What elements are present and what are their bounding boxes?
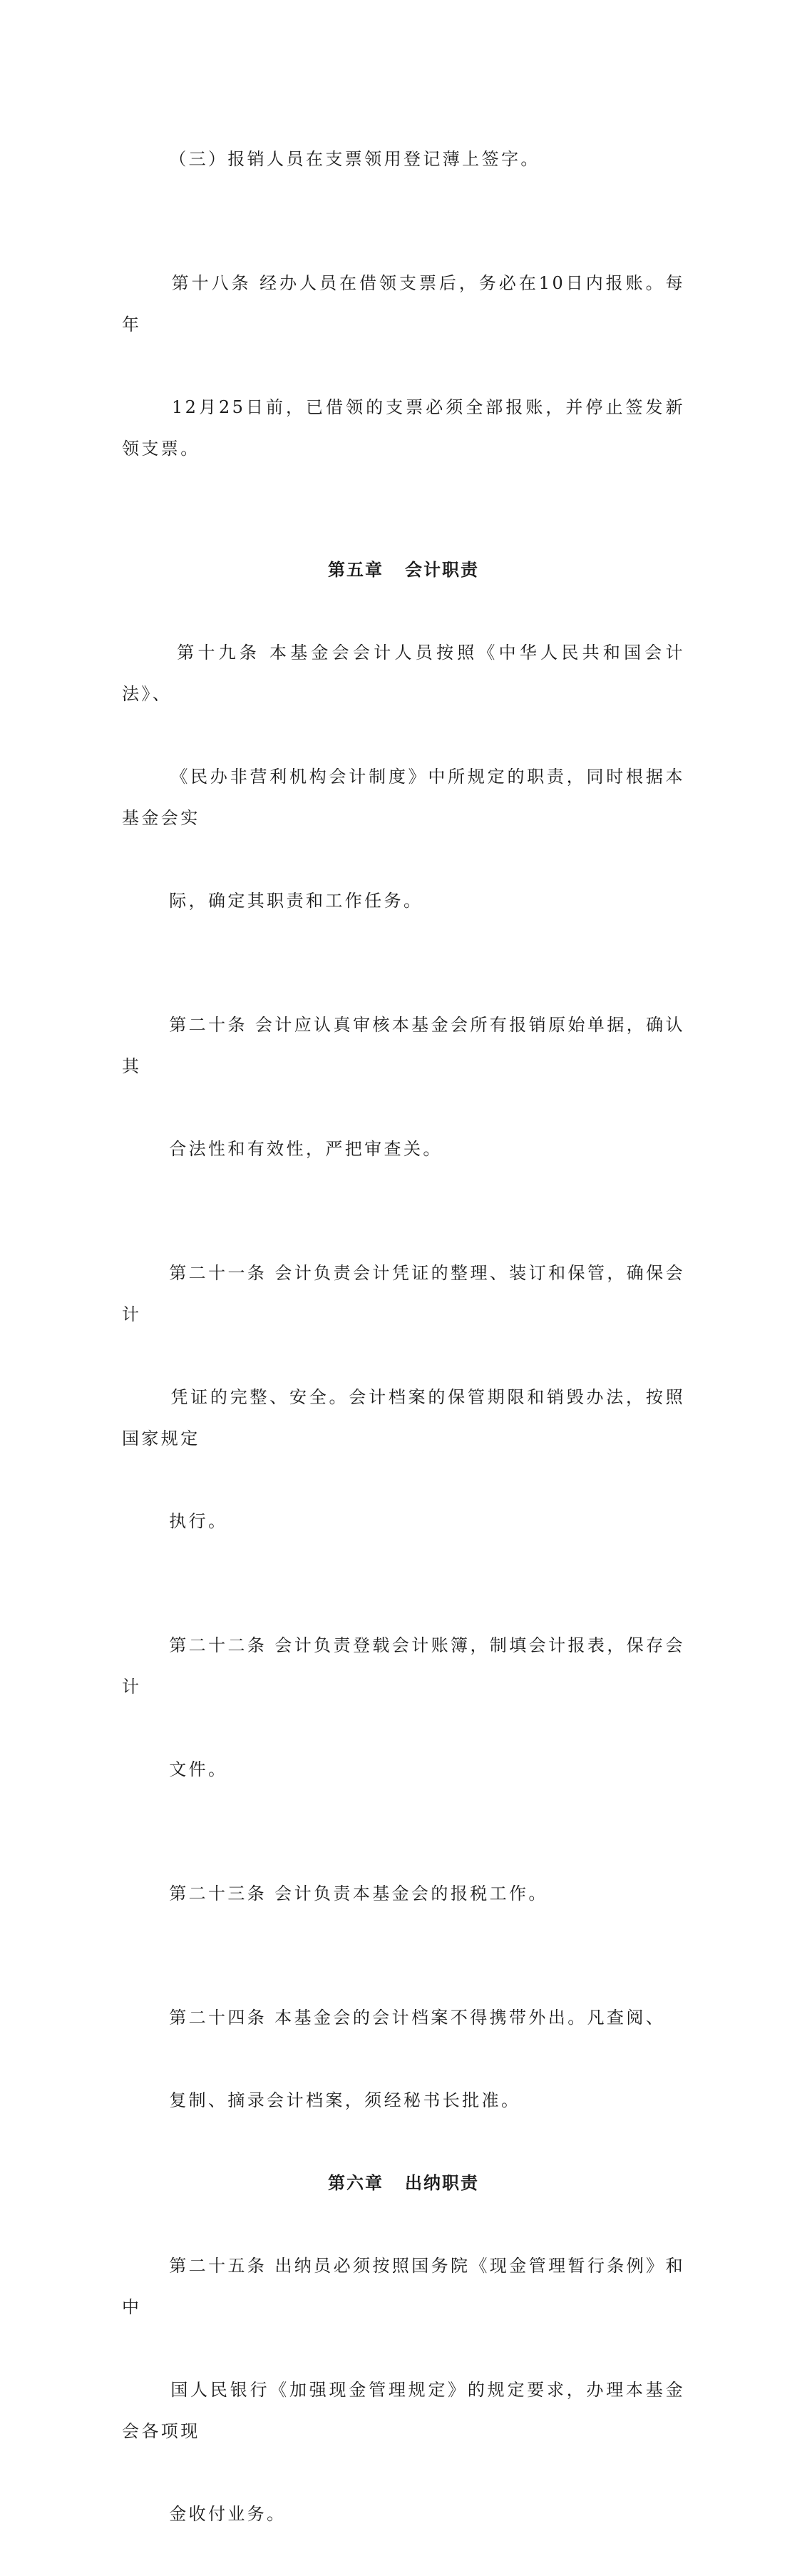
text-line: 执行。 [169,1511,228,1531]
text-line: 第十九条 本基金会会计人员按照《中华人民共和国会计法》、 [122,643,685,704]
text-line: 第二十条 会计应认真审核本基金会所有报销原始单据，确认其 [122,1015,685,1076]
text-line: 第二十三条 会计负责本基金会的报税工作。 [169,1884,548,1903]
paragraph-article-18 [122,221,685,511]
document-body [122,97,685,2576]
text-line: 际，确定其职责和工作任务。 [169,891,423,911]
text-line: 金收付业务。 [169,2504,287,2524]
paragraph-article-23 [122,1831,685,1956]
text-line: 第二十二条 会计负责登载会计账簿，制填会计报表，保存会计 [122,1635,685,1697]
chapter-heading-5 [122,549,685,591]
chapter-title: 出纳职责 [405,2172,479,2193]
text-line: 合法性和有效性，严把审查关。 [169,1139,443,1159]
text-line: （三）报销人员在支票领用登记薄上签字。 [169,149,540,169]
text-line: 12月25日前，已借领的支票必须全部报账，并停止签发新领支票。 [122,397,685,459]
paragraph-article-24 [122,1956,685,2162]
paragraph-article-20 [122,963,685,1211]
text-line: 凭证的完整、安全。会计档案的保管期限和销毁办法，按照国家规定 [122,1387,685,1448]
paragraph-article-22 [122,1583,685,1831]
text-line: 第二十五条 出纳员必须按照国务院《现金管理暂行条例》和中 [122,2256,685,2317]
text-line: 第二十一条 会计负责会计凭证的整理、装订和保管，确保会计 [122,1263,685,1324]
text-line: 复制、摘录会计档案，须经秘书长批准。 [169,2090,521,2110]
paragraph-article-19 [122,591,685,963]
chapter-number: 第五章 [328,559,384,580]
text-line: 第十八条 经办人员在借领支票后，务必在10日内报账。每年 [122,273,685,334]
paragraph-article-25 [122,2204,685,2576]
text-line: 国人民银行《加强现金管理规定》的规定要求，办理本基金会各项现 [122,2380,685,2441]
text-line: 第二十四条 本基金会的会计档案不得携带外出。凡查阅、 [169,2008,666,2028]
paragraph-item-3 [122,97,685,221]
text-line: 《民办非营利机构会计制度》中所规定的职责，同时根据本基金会实 [122,767,685,828]
text-line: 文件。 [169,1759,228,1779]
chapter-heading-6 [122,2162,685,2204]
section-spacer [122,511,685,549]
chapter-title: 会计职责 [405,559,479,580]
paragraph-article-21 [122,1211,685,1583]
chapter-number: 第六章 [328,2172,384,2193]
